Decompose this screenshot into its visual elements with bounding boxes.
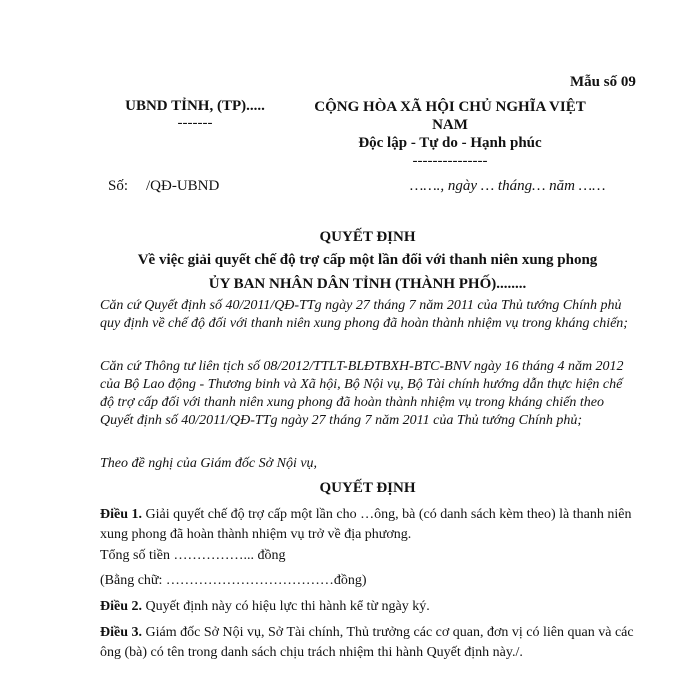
- article-2-text: Quyết định này có hiệu lực thi hành kể từ ngày ký.: [145, 599, 430, 614]
- article-3-label: Điều 3.: [100, 625, 142, 640]
- decision-number-label: Số:: [108, 178, 129, 194]
- document-subject: Về việc giải quyết chế độ trợ cấp một lần đối với thanh niên xung phong: [137, 252, 598, 268]
- date-line: ……., ngày … tháng… năm ……: [410, 178, 606, 194]
- decision-number-line: [108, 178, 219, 195]
- preamble-proposal: Theo đề nghị của Giám đốc Sở Nội vụ,: [100, 456, 318, 471]
- issuing-body: ỦY BAN NHÂN DÂN TỈNH (THÀNH PHỐ)........: [208, 276, 527, 292]
- article-3-text: Giám đốc Sở Nội vụ, Sở Tài chính, Thủ trưởng các cơ quan, đơn vị có liên quan và các ông (bà) có tên trong danh sách chịu trách nhiệm thi hành Quyết định này./.: [100, 625, 634, 660]
- national-motto: Độc lập - Tự do - Hạnh phúc: [358, 135, 542, 151]
- left-header-underline: -------: [177, 115, 213, 131]
- decision-heading: QUYẾT ĐỊNH: [319, 480, 416, 496]
- preamble-basis-2: Căn cứ Thông tư liên tịch số 08/2012/TTLT-BLĐTBXH-BTC-BNV ngày 16 tháng 4 năm 2012 của Bộ Lao động - Thương binh và Xã hội, Bộ Nội vụ, Bộ Tài chính hướng dẫn thực hiện chế độ trợ cấp đối với thanh niên xung phong đã hoàn thành nhiệm vụ trong kháng chiến theo Quyết định số 40/2011/QĐ-TTg ngày 27 tháng 7 năm 2011 của Thủ tướng Chính phủ;: [100, 359, 624, 428]
- total-money: Tổng số tiền ……………... đồng: [100, 548, 286, 563]
- decision-number-value: /QĐ-UBND: [146, 178, 220, 194]
- right-header: [305, 98, 595, 170]
- left-header: [100, 98, 290, 132]
- document-title: QUYẾT ĐỊNH: [319, 229, 416, 245]
- amount-in-words: (Bằng chữ: ………………………………đồng): [100, 573, 367, 588]
- preamble-basis-1: Căn cứ Quyết định số 40/2011/QĐ-TTg ngày 27 tháng 7 năm 2011 của Thủ tướng Chính phủ quy định về chế độ đối với thanh niên xung phong đã hoàn thành nhiệm vụ trong kháng chiến;: [100, 298, 628, 331]
- article-1: [100, 505, 635, 545]
- article-2: [100, 598, 635, 616]
- article-3: [100, 623, 635, 663]
- form-number: Mẫu số 09: [570, 74, 636, 90]
- article-2-label: Điều 2.: [100, 599, 142, 614]
- article-1-label: Điều 1.: [100, 507, 142, 522]
- national-title: CỘNG HÒA XÃ HỘI CHỦ NGHĨA VIỆT NAM: [314, 99, 586, 133]
- issuing-authority: UBND TỈNH, (TP).....: [125, 98, 265, 114]
- right-header-underline: ---------------: [412, 153, 488, 169]
- article-1-text: Giải quyết chế độ trợ cấp một lần cho …ông, bà (có danh sách kèm theo) là thanh niên xung phong đã hoàn thành nhiệm vụ trở về địa phương.: [100, 507, 632, 542]
